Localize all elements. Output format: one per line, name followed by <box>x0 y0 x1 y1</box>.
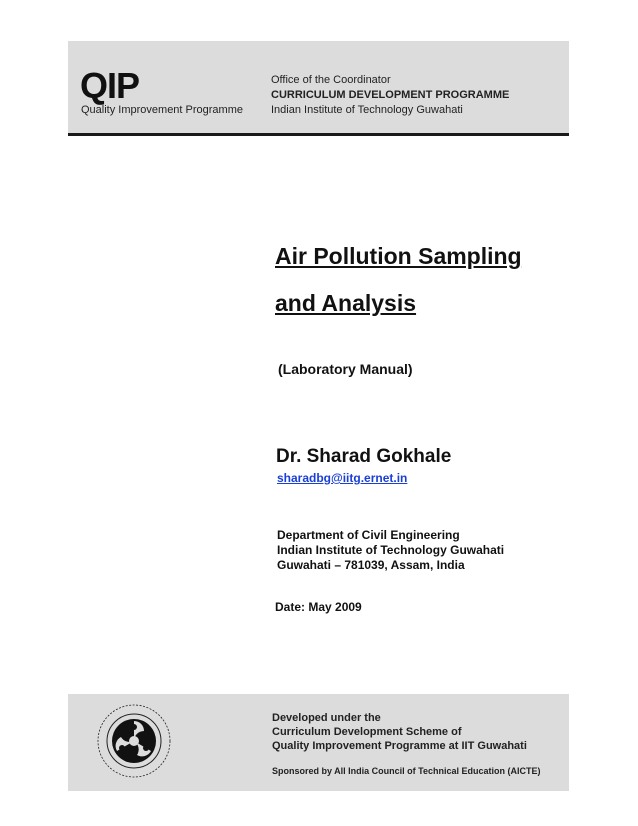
office-line: Office of the Coordinator <box>271 74 391 86</box>
document-subtitle: (Laboratory Manual) <box>278 361 413 377</box>
footer-line-2: Curriculum Development Scheme of <box>272 726 462 738</box>
title-line-2: and Analysis <box>275 290 417 316</box>
author-email-link[interactable]: sharadbg@iitg.ernet.in <box>277 471 408 485</box>
institute-name-line: Indian Institute of Technology Guwahati <box>277 543 505 557</box>
document-date: Date: May 2009 <box>275 600 362 614</box>
address-line: Guwahati – 781039, Assam, India <box>277 558 465 572</box>
affiliation-block <box>277 528 504 573</box>
footer-sponsor-line: Sponsored by All India Council of Technical Education (AICTE) <box>272 766 541 776</box>
footer-line-3: Quality Improvement Programme at IIT Guwahati <box>272 740 527 752</box>
coordinator-block <box>271 73 509 118</box>
institute-line: Indian Institute of Technology Guwahati <box>271 104 463 116</box>
header-divider <box>68 133 569 136</box>
qip-logo: QIP <box>80 65 140 106</box>
footer-line-1: Developed under the <box>272 712 381 724</box>
document-title <box>275 233 522 327</box>
title-line-1: Air Pollution Sampling <box>275 243 522 269</box>
department-line: Department of Civil Engineering <box>277 528 460 542</box>
author-name: Dr. Sharad Gokhale <box>276 446 452 467</box>
qip-logo-subtitle: Quality Improvement Programme <box>81 104 243 116</box>
iit-guwahati-seal-icon <box>96 703 172 779</box>
footer-development-note <box>272 711 527 753</box>
programme-line: CURRICULUM DEVELOPMENT PROGRAMME <box>271 89 510 101</box>
